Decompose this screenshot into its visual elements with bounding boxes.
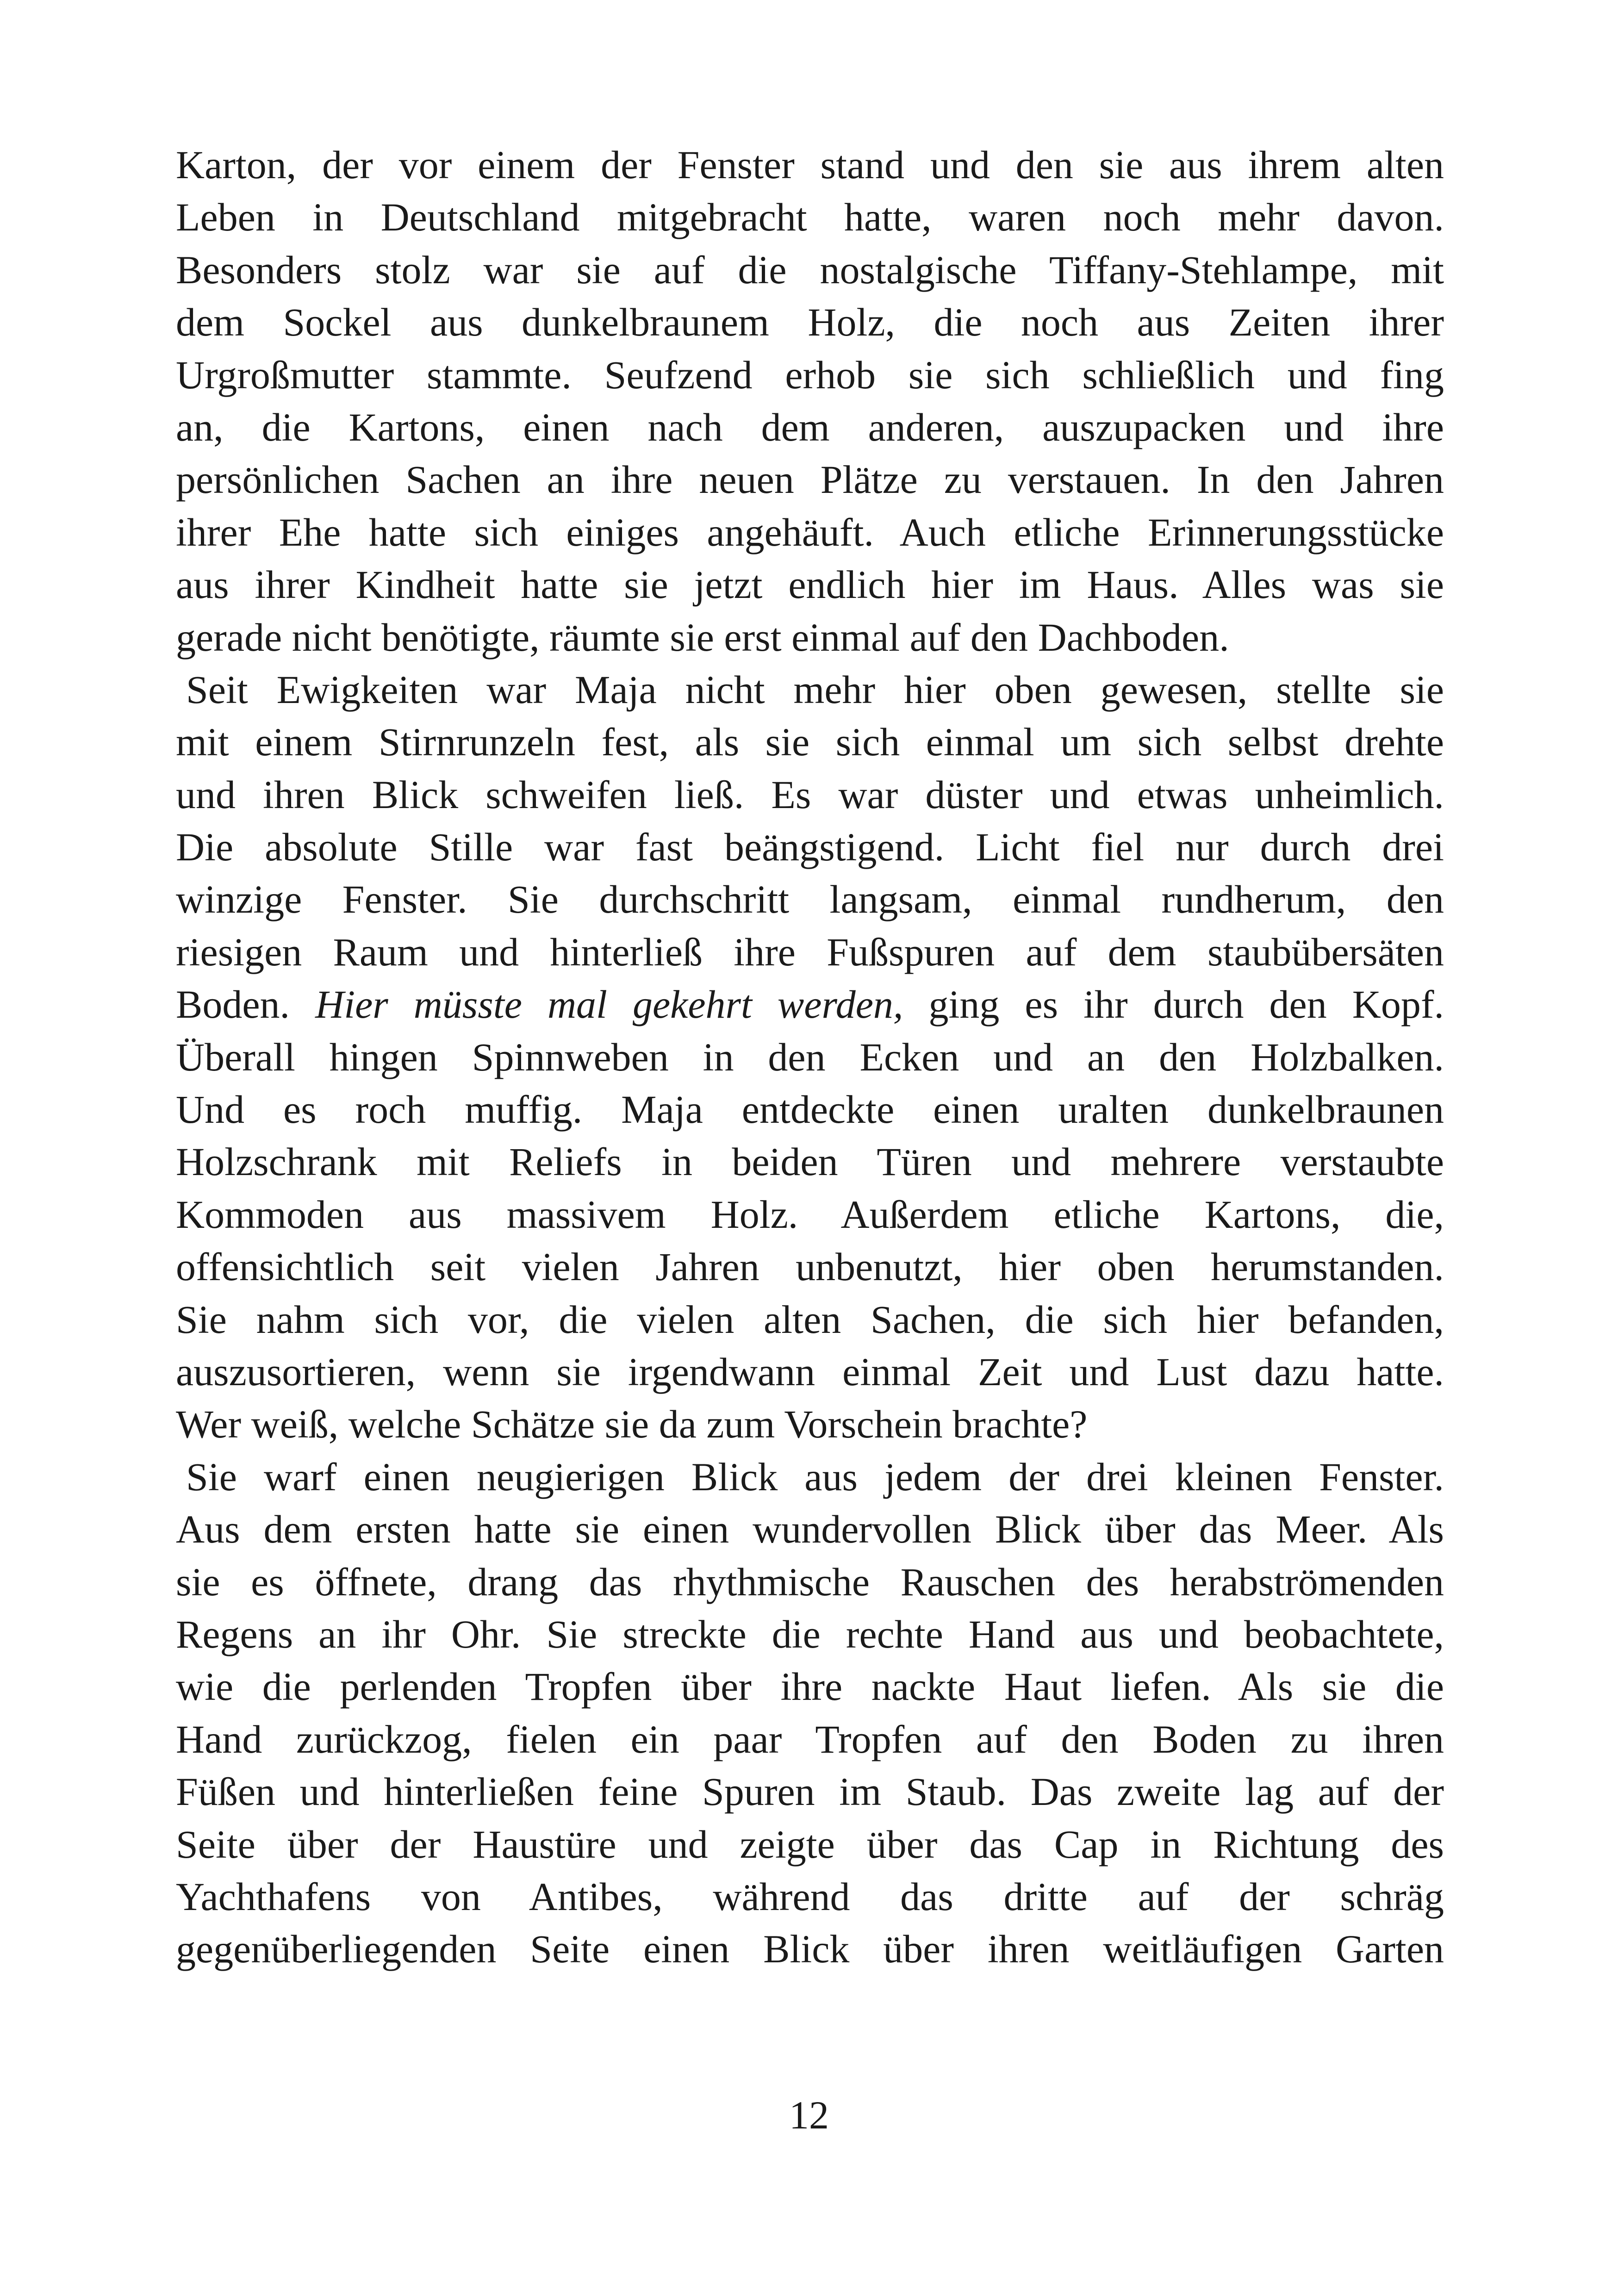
text-line: wie die perlenden Tropfen über ihre nackte Haut liefen. Als sie die bbox=[176, 1664, 1444, 1709]
text-line: Sie nahm sich vor, die vielen alten Sachen, die sich hier befanden, bbox=[176, 1297, 1444, 1342]
text-line: Kommoden aus massivem Holz. Außerdem etliche Kartons, die, bbox=[176, 1192, 1444, 1237]
italic-thought: Hier müsste mal gekehrt werden, bbox=[315, 982, 903, 1027]
text-line: dem Sockel aus dunkelbraunem Holz, die noch aus Zeiten ihrer bbox=[176, 300, 1444, 345]
text-line: Regens an ihr Ohr. Sie streckte die rechte Hand aus und beobachtete, bbox=[176, 1612, 1444, 1656]
text-line: Die absolute Stille war fast beängstigend. Licht fiel nur durch drei bbox=[176, 825, 1444, 870]
text-line: Leben in Deutschland mitgebracht hatte, waren noch mehr davon. bbox=[176, 195, 1444, 240]
text-line: Sie warf einen neugierigen Blick aus jedem der drei kleinen Fenster. bbox=[186, 1454, 1444, 1499]
text-line: Hand zurückzog, fielen ein paar Tropfen auf den Boden zu ihren bbox=[176, 1717, 1444, 1761]
text-segment: ging es ihr durch den Kopf. bbox=[903, 982, 1444, 1027]
text-line: Yachthafens von Antibes, während das dritte auf der schräg bbox=[176, 1874, 1444, 1919]
text-line: Und es roch muffig. Maja entdeckte einen uralten dunkelbraunen bbox=[176, 1087, 1444, 1132]
text-segment: Boden. bbox=[176, 982, 316, 1027]
text-line-with-italic bbox=[176, 978, 1444, 1031]
text-line: an, die Kartons, einen nach dem anderen, auszupacken und ihre bbox=[176, 404, 1444, 449]
text-line: persönlichen Sachen an ihre neuen Plätze zu verstauen. In den Jahren bbox=[176, 457, 1444, 502]
text-line: auszusortieren, wenn sie irgendwann einmal Zeit und Lust dazu hatte. bbox=[176, 1349, 1444, 1394]
text-line: Wer weiß, welche Schätze sie da zum Vorschein brachte? bbox=[176, 1402, 1088, 1447]
text-line: und ihren Blick schweifen ließ. Es war düster und etwas unheimlich. bbox=[176, 772, 1444, 817]
text-line: riesigen Raum und hinterließ ihre Fußspuren auf dem staubübersäten bbox=[176, 929, 1444, 974]
text-line: aus ihrer Kindheit hatte sie jetzt endlich hier im Haus. Alles was sie bbox=[176, 562, 1444, 607]
page-number: 12 bbox=[789, 2093, 829, 2137]
text-line: winzige Fenster. Sie durchschritt langsam, einmal rundherum, den bbox=[176, 877, 1444, 922]
text-line: gegenüberliegenden Seite einen Blick über ihren weitläufigen Garten bbox=[176, 1927, 1444, 1972]
text-line: Besonders stolz war sie auf die nostalgische Tiffany-Stehlampe, mit bbox=[176, 247, 1444, 292]
text-line: gerade nicht benötigte, räumte sie erst einmal auf den Dachboden. bbox=[176, 615, 1229, 660]
text-line: ihrer Ehe hatte sich einiges angehäuft. Auch etliche Erinnerungsstücke bbox=[176, 510, 1444, 554]
text-line: Karton, der vor einem der Fenster stand und den sie aus ihrem alten bbox=[176, 143, 1444, 187]
text-line: Urgroßmutter stammte. Seufzend erhob sie sich schließlich und fing bbox=[176, 352, 1444, 397]
text-line: mit einem Stirnrunzeln fest, als sie sich einmal um sich selbst drehte bbox=[176, 720, 1444, 765]
text-line: Seit Ewigkeiten war Maja nicht mehr hier oben gewesen, stellte sie bbox=[186, 667, 1444, 712]
text-line: sie es öffnete, drang das rhythmische Rauschen des herabströmenden bbox=[176, 1559, 1444, 1604]
text-line: Seite über der Haustüre und zeigte über das Cap in Richtung des bbox=[176, 1822, 1444, 1867]
body-text bbox=[176, 139, 1444, 1976]
text-line: Holzschrank mit Reliefs in beiden Türen und mehrere verstaubte bbox=[176, 1139, 1444, 1184]
text-line: Überall hingen Spinnweben in den Ecken und an den Holzbalken. bbox=[176, 1034, 1444, 1079]
text-line: offensichtlich seit vielen Jahren unbenutzt, hier oben herumstanden. bbox=[176, 1244, 1444, 1289]
text-line: Füßen und hinterließen feine Spuren im Staub. Das zweite lag auf der bbox=[176, 1769, 1444, 1814]
text-line: Aus dem ersten hatte sie einen wundervollen Blick über das Meer. Als bbox=[176, 1507, 1444, 1552]
